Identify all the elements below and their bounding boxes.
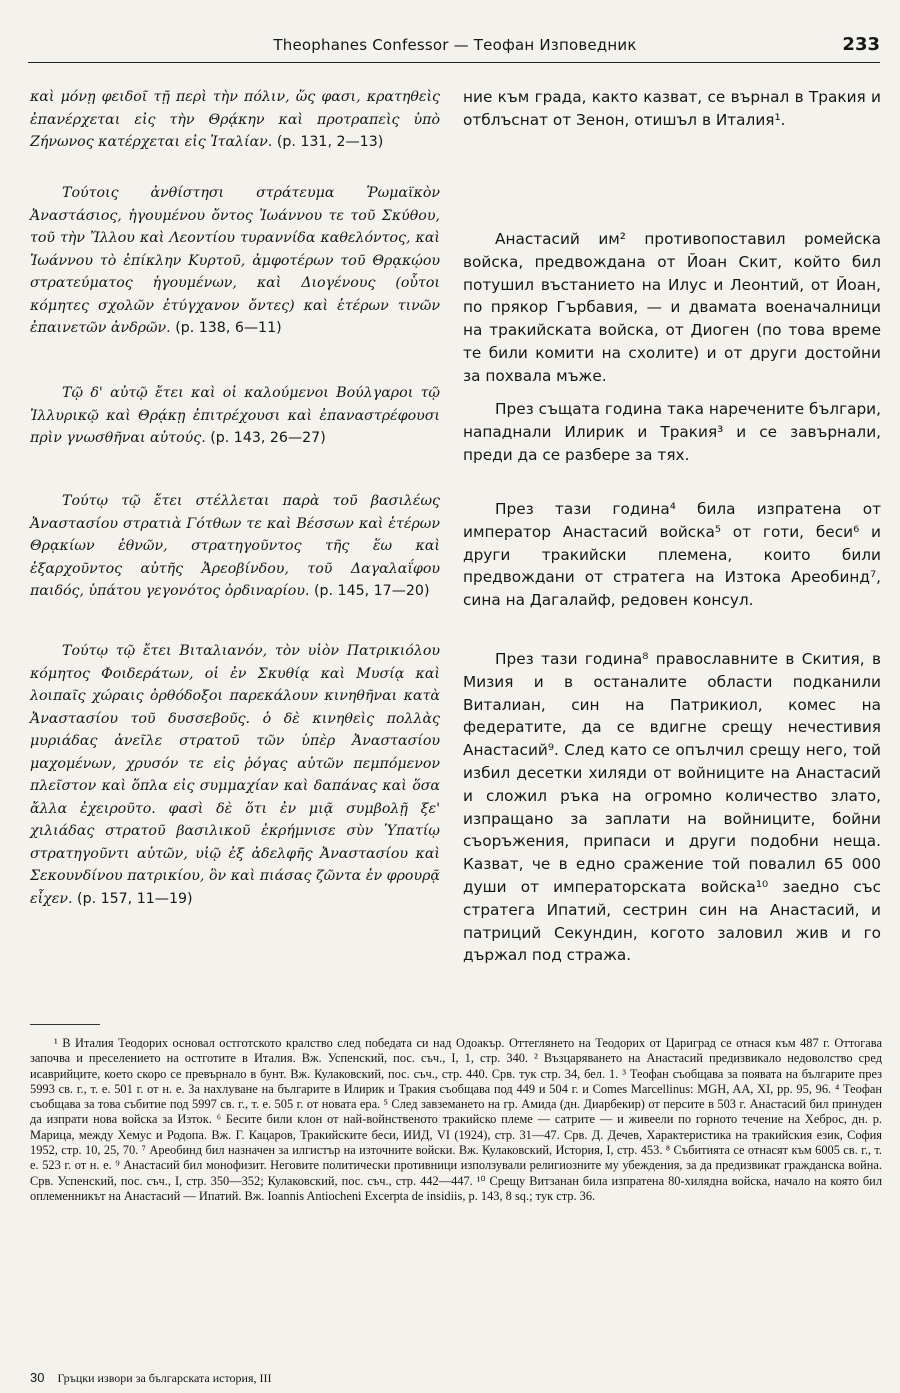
- greek-paragraph: [30, 490, 440, 603]
- footnote-rule: [30, 1024, 100, 1025]
- signature-text: Гръцки извори за българската история, III: [57, 1371, 272, 1385]
- greek-text: Τῷ δ' αὐτῷ ἔτει καὶ οἱ καλούμενοι Βούλγαροι τῷ Ἰλλυρικῷ καὶ Θρᾴκῃ ἐπιτρέχουσι καὶ ἐπαναστρέφουσι πρὶν γνωσθῆναι αὐτούς.: [30, 385, 440, 446]
- greek-paragraph: [30, 640, 440, 910]
- greek-reference: (p. 157, 11—19): [77, 890, 193, 907]
- page-number: 233: [842, 34, 880, 55]
- greek-text: Τούτῳ τῷ ἔτει στέλλεται παρὰ τοῦ βασιλέως Ἀναστασίου στρατιὰ Γότθων τε καὶ Βέσσων καὶ ἑτέρων Θρᾳκίων ἐθνῶν, στρατηγοῦντος τῆς ἕω καὶ ἐξαρχοῦντος αὐτῆς Ἀρεοβίνδου, τοῦ Δαγαλαΐφου παιδός, ὑπάτου γεγονότος ὀρδιναρίου.: [30, 493, 440, 599]
- bulgarian-paragraph: През тази година⁸ православните в Скития, в Мизия и в останалите области подканили Виталиан, син на Патрикиол, комес на федератите, да се вдигне срещу нечестивия Анастасий⁹. След като се опълчил срещу него, той избил десетки хиляди от войниците на Анастасий и сложил ръка на огромно количество злато, изпращано за заплати на войниците, бойни съоръжения, припаси и други подобни неща. Казват, че в едно сражение той повалил 65 000 души от императорската войска¹⁰ заедно със стратега Ипатий, сестрин син на Анастасий, и патриций Секундин, когото заловил жив и го държал под стража.: [463, 650, 881, 965]
- bulgarian-paragraph: Анастасий им² противопоставил ромейска войска, предвождана от Йоан Скит, който бил потушил въстанието на Илус и Леонтий, от Йоан, по прякор Гърбавия, — и двамата военачалници на тракийската войска, от Диоген (по това време те били комити на схолите) и от други достойни за похвала мъже.: [463, 230, 881, 385]
- footnotes: ¹ В Италия Теодорих основал остготското кралство след победата си над Одоакър. Оттеглянето на Теодорих от Цариград се отнася към 487 г. Оттогава започва и преселението на остготите в Италия. Вж. Успенский, пос. съч., I, 1, стр. 340. ² Възцаряването на Анастасий предизвикало недоволство сред исаврийците, което скоро се превърнало в бунт. Вж. Кулаковский, пос. съч., стр. 440. Срв. тук стр. 34, бел. 1. ³ Теофан съобщава за появата на българите през 5993 св. г., т. е. 501 г. от н. е. За нахлуване на българите в Илирик и Тракия съобщава под 449 и 504 г. и Comes Marcellinus: MGH, AA, XI, pp. 95, 96. ⁴ Теофан съобщава за това събитие под 5997 св. г., т. е. 505 г. от новата ера. ⁵ След завземането на гр. Амида (дн. Диарбекир) от персите в 503 г. Анастасий бил принуден да изпрати нова войска за Изток. ⁶ Бесите били клон от най-войнственото тракийско племе — сатрите — и живеели по горното течение на Хеброс, дн. р. Марица, между Хемус и Родопа. Вж. Г. Кацаров, Тракийските беси, ИИД, VI (1924), стр. 31—47. Срв. Д. Дечев, Характеристика на тракийския език, София 1952, стр. 10, 25, 70. ⁷ Ареобинд бил назначен за илгистър на източните войски. Вж. Кулаковский, История, I, стр. 453. ⁸ Събитията се отнасят към 6005 св. г., т. е. 523 г. от н. е. ⁹ Анастасий бил монофизит. Неговите политически противници използували религиозните му убеждения, за да предизвикат гражданска война. Срв. Успенский, пос. съч., I, стр. 350—352; Кулаковский, пос. съч., стр. 442—447. ¹⁰ Срещу Витзанан била изпратена 80-хилядна войска, начало на която бил оплеменникът на Анастасий — Ипатий. Вж. Ioannis Antiocheni Excerpta de insidiis, p. 143, 8 sq.; тук стр. 36.: [30, 1036, 882, 1203]
- greek-text: καὶ μόνῃ φειδοῖ τῇ περὶ τὴν πόλιν, ὥς φασι, κρατηθεὶς ἐπανέρχεται εἰς τὴν Θρᾴκην καὶ προτραπεὶς ὑπὸ Ζήνωνος κατέρχεται εἰς Ἰταλίαν.: [30, 89, 440, 150]
- greek-reference: (p. 131, 2—13): [276, 134, 384, 150]
- greek-reference: (p. 138, 6—11): [175, 320, 282, 336]
- bottom-signature: [30, 1370, 271, 1386]
- greek-text: Τούτῳ τῷ ἔτει Βιταλιανόν, τὸν υἱὸν Πατρικιόλου κόμητος Φοιδεράτων, οἱ ἐν Σκυθίᾳ καὶ Μυσίᾳ καὶ λοιπαῖς χώραις ὀρθόδοξοι παρεκάλουν κινηθῆναι κατὰ Ἀναστασίου τοῦ δυσσεβοῦς. ὁ δὲ κινηθεὶς πολλὰς μυριάδας ἀνεῖλε στρατοῦ τῶν ὑπὲρ Ἀναστασίου μαχομένων, χρυσόν τε εἰς ῥόγας αὐτῶν πεμπόμενον πλεῖστον καὶ ὅπλα εἰς συμμαχίαν καὶ δαπάνας καὶ ὅσα ἄλλα ἐχειροῦτο. φασὶ δὲ ὅτι ἐν μιᾷ συμβολῇ ξε' χιλιάδας στρατοῦ βασιλικοῦ ἐκρήμνισε σὺν Ὑπατίῳ στρατηγοῦντι αὐτῶν, υἱῷ ἐξ ἀδελφῆς Ἀναστασίου καὶ Σεκουνδίνου πατρικίου, ὃν καὶ πιάσας ζῶντα ἐν φρουρᾷ εἶχεν.: [30, 643, 440, 907]
- bulgarian-paragraph: ние към града, както казват, се върнал в Тракия и отблъснат от Зенон, отишъл в Италия¹.: [463, 88, 881, 129]
- greek-text: Τούτοις ἀνθίστησι στράτευμα Ῥωμαϊκὸν Ἀναστάσιος, ἡγουμένου ὄντος Ἰωάννου τε τοῦ Σκύθου, τοῦ τὴν Ἴλλου καὶ Λεοντίου τυραννίδα καθελόντος, καὶ Ἰωάννου τὸ ἐπίκλην Κυρτοῦ, ἀμφοτέρων τοῦ Θρᾳκῴου στρατεύματος ἡγουμένων, καὶ Διογένους (οὗτοι κόμητες σχολῶν ἐτύγχανον ὄντες) καὶ ἑτέρων τινῶν ἐπαινετῶν ἀνδρῶν.: [30, 185, 440, 336]
- header-rule: [28, 62, 880, 63]
- greek-paragraph: [30, 182, 440, 340]
- bulgarian-paragraph: През същата година така наречените българи, нападнали Илирик и Тракия³ и се завърнали, преди да се разбере за тях.: [463, 400, 881, 464]
- greek-paragraph: [30, 86, 440, 154]
- running-title: Theophanes Confessor — Теофан Изповедник: [273, 36, 637, 54]
- bulgarian-paragraph: През тази година⁴ била изпратена от император Анастасий войска⁵ от готи, беси⁶ и други тракийски племена, които били предвождани от стратега на Изтока Ареобинд⁷, сина на Дагалайф, редовен консул.: [463, 500, 881, 610]
- greek-reference: (p. 143, 26—27): [210, 430, 326, 446]
- greek-reference: (p. 145, 17—20): [314, 583, 430, 599]
- running-header: [30, 32, 880, 62]
- greek-paragraph: [30, 382, 440, 450]
- signature-number: 30: [30, 1370, 45, 1385]
